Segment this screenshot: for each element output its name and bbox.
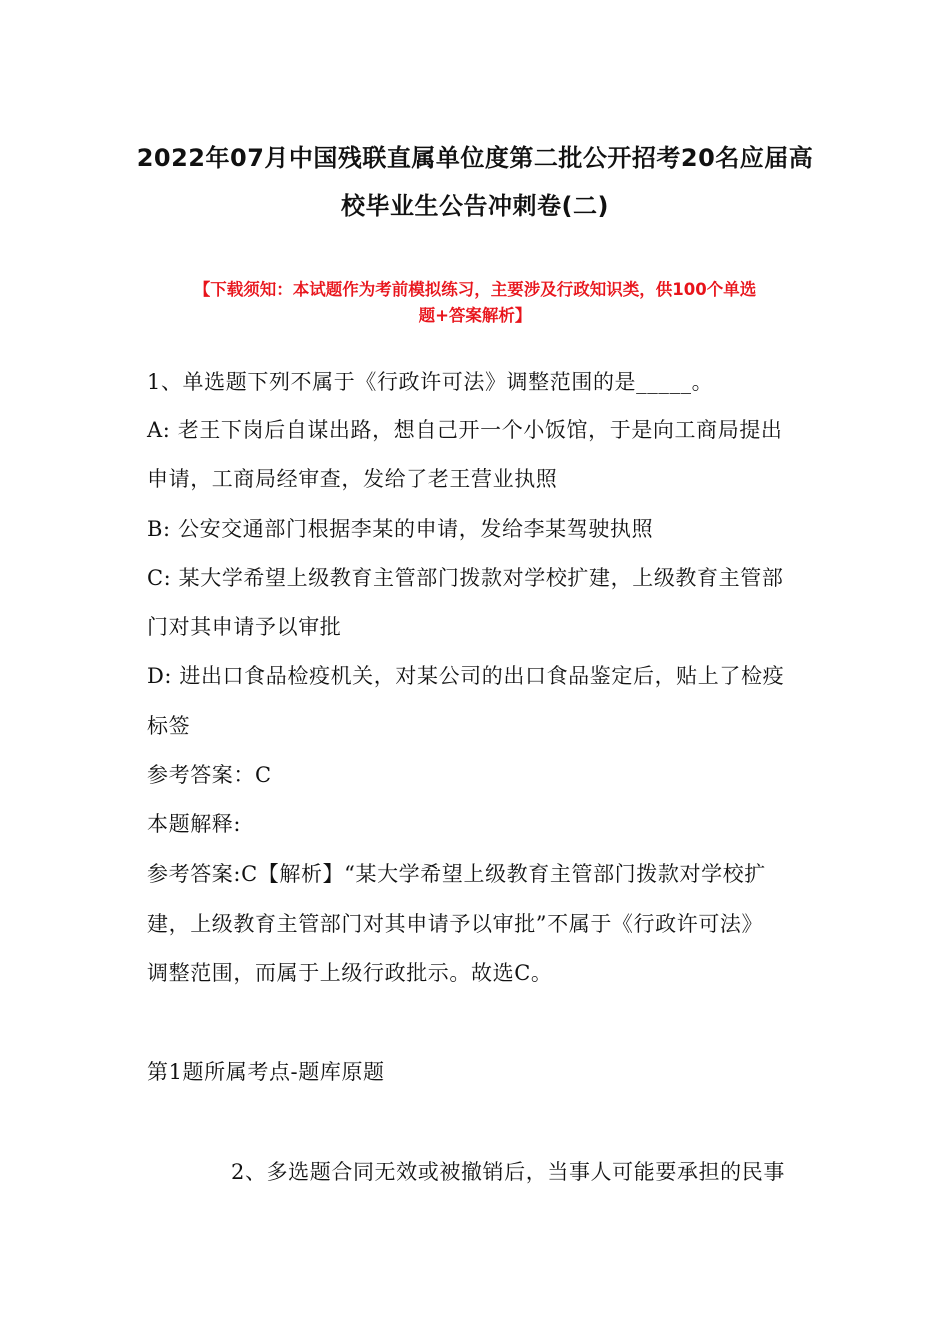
question-1-option-a-line-2: 申请，工商局经审查，发给了老王营业执照 [147,467,558,491]
question-1-stem: 1、单选题下列不属于《行政许可法》调整范围的是_____。 [147,370,714,394]
question-1-explanation-label: 本题解释: [147,812,242,836]
document-title-line-2: 校毕业生公告冲刺卷(二) [341,192,609,220]
question-1-option-a-line-1: A: 老王下岗后自谋出路，想自己开一个小饭馆，于是向工商局提出 [147,418,783,442]
question-2-stem-line-1: 2、多选题合同无效或被撤销后，当事人可能要承担的民事 [231,1160,785,1184]
question-1-option-d-line-1: D: 进出口食品检疫机关，对某公司的出口食品鉴定后，贴上了检疫 [147,664,785,688]
question-1-answer: 参考答案：C [147,763,272,787]
question-1-explanation-line-2: 建，上级教育主管部门对其申请予以审批”不属于《行政许可法》 [147,912,764,936]
document-title-line-1: 2022年07月中国残联直属单位度第二批公开招考20名应届高 [136,144,814,172]
question-1-option-b: B: 公安交通部门根据李某的申请，发给李某驾驶执照 [147,517,654,541]
download-notice-line-2: 题+答案解析】 [418,306,532,325]
question-1-explanation-line-3: 调整范围，而属于上级行政批示。故选C。 [147,961,553,985]
question-1-option-c-line-2: 门对其申请予以审批 [147,615,342,639]
question-1-topic: 第1题所属考点-题库原题 [147,1060,385,1084]
question-1-explanation-line-1: 参考答案:C【解析】“某大学希望上级教育主管部门拨款对学校扩 [147,862,766,886]
question-1-option-d-line-2: 标签 [147,714,191,738]
question-1-option-c-line-1: C: 某大学希望上级教育主管部门拨款对学校扩建，上级教育主管部 [147,566,784,590]
download-notice-line-1: 【下载须知：本试题作为考前模拟练习，主要涉及行政知识类，供100个单选 [193,280,757,299]
